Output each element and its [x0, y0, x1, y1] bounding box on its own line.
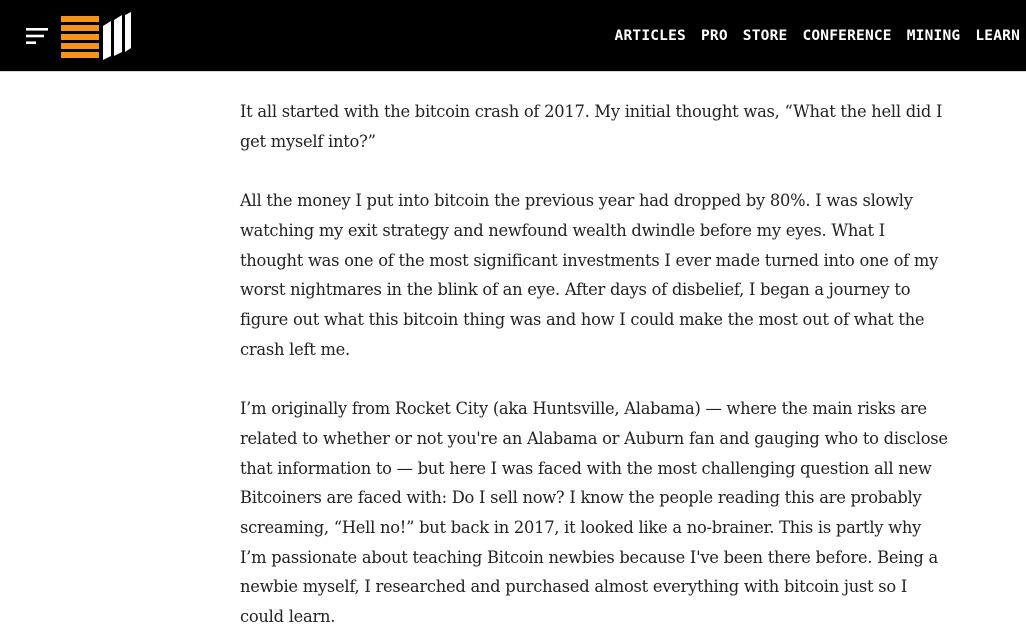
- hamburger-menu-icon[interactable]: [26, 28, 48, 44]
- nav-link-pro[interactable]: PRO: [700, 28, 728, 44]
- article-paragraph: All the money I put into bitcoin the previous year had dropped by 80%. I was slowly watching my exit strategy and newfound wealth dwindle before my eyes. What I thought was one of the most significant investments I ever made turned into one of my worst nightmares in the blink of an eye. After days of disbelief, I began a journey to figure out what this bitcoin thing was and how I could make the most out of what the crash left me.: [240, 191, 939, 359]
- nav-link-conference[interactable]: CONFERENCE: [802, 28, 892, 44]
- nav-link-mining[interactable]: MINING: [906, 28, 961, 44]
- top-navigation-bar: [0, 0, 1026, 72]
- main-nav-links: [600, 0, 1020, 72]
- nav-link-articles[interactable]: ARTICLES: [614, 28, 686, 44]
- article-paragraph: I’m originally from Rocket City (aka Huntsville, Alabama) — where the main risks are related to whether or not you're an Alabama or Auburn fan and gauging who to disclose that information to — but here I was faced with the most challenging question all new Bitcoiners are faced with: Do I sell now? I know the people reading this are probably screaming, “Hell no!” but back in 2017, it looked like a no-brainer. This is partly why I’m passionate about teaching Bitcoin newbies because I've been there before. Being a newbie myself, I researched and purchased almost everything with bitcoin just so I could learn.: [240, 399, 948, 627]
- nav-link-learn[interactable]: LEARN: [975, 28, 1020, 44]
- article-paragraph: It all started with the bitcoin crash of 2017. My initial thought was, “What the hell did I get myself into?”: [240, 102, 943, 151]
- nav-link-store[interactable]: STORE: [742, 28, 788, 44]
- article-body: [240, 97, 950, 642]
- bitcoin-magazine-logo-icon[interactable]: [59, 12, 133, 62]
